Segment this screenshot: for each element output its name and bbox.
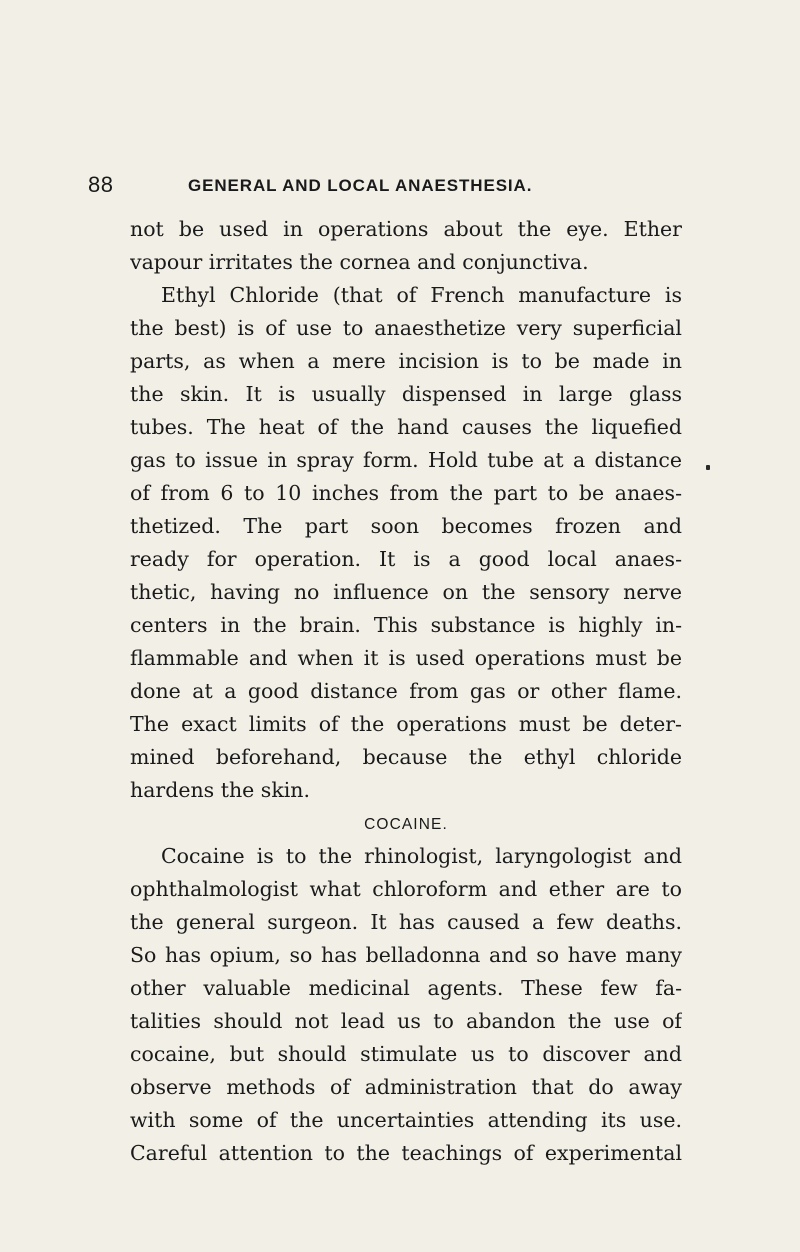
body-text — [130, 213, 682, 1170]
margin-mark — [706, 465, 710, 470]
text-line: centers in the brain. This substance is highly in- — [130, 613, 682, 637]
text-line: hardens the skin. — [130, 778, 311, 802]
text-line: of from 6 to 10 inches from the part to be anaes- — [130, 481, 682, 505]
text-line: the best) is of use to anaesthetize very superficial — [130, 316, 682, 340]
text-line: Cocaine is to the rhinologist, laryngologist and — [161, 844, 682, 868]
text-line: vapour irritates the cornea and conjunctiva. — [130, 250, 589, 274]
text-line: the general surgeon. It has caused a few deaths. — [130, 910, 682, 934]
text-line: So has opium, so has belladonna and so have many — [130, 943, 682, 967]
text-line: Ethyl Chloride (that of French manufacture is — [161, 283, 682, 307]
text-line: parts, as when a mere incision is to be made in — [130, 349, 682, 373]
text-line: observe methods of administration that do away — [130, 1075, 682, 1099]
paragraph — [130, 213, 682, 279]
text-line: talities should not lead us to abandon the use of — [130, 1009, 682, 1033]
text-line: the skin. It is usually dispensed in large glass — [130, 382, 682, 406]
text-line: The exact limits of the operations must be deter- — [130, 712, 682, 736]
text-line: mined beforehand, because the ethyl chloride — [130, 745, 682, 769]
text-line: Careful attention to the teachings of experimental — [130, 1141, 682, 1165]
text-line: tubes. The heat of the hand causes the liquefied — [130, 415, 682, 439]
text-line: other valuable medicinal agents. These few fa- — [130, 976, 682, 1000]
text-line: not be used in operations about the eye. Ether — [130, 217, 682, 241]
page-number: 88 — [88, 172, 114, 197]
text-line: ready for operation. It is a good local anaes- — [130, 547, 682, 571]
text-line: thetic, having no influence on the sensory nerve — [130, 580, 682, 604]
text-line: ophthalmologist what chloroform and ether are to — [130, 877, 682, 901]
text-line: thetized. The part soon becomes frozen and — [130, 514, 682, 538]
section-heading: COCAINE. — [364, 816, 448, 833]
running-head — [88, 172, 708, 198]
text-line: gas to issue in spray form. Hold tube at a distance — [130, 448, 682, 472]
text-line: flammable and when it is used operations must be — [130, 646, 682, 670]
text-line: cocaine, but should stimulate us to discover and — [130, 1042, 682, 1066]
text-line: done at a good distance from gas or other flame. — [130, 679, 682, 703]
paragraph — [130, 279, 682, 807]
running-head-title: GENERAL AND LOCAL ANAESTHESIA. — [188, 176, 533, 195]
section-cocaine — [130, 809, 682, 1170]
text-line: with some of the uncertainties attending its use. — [130, 1108, 682, 1132]
